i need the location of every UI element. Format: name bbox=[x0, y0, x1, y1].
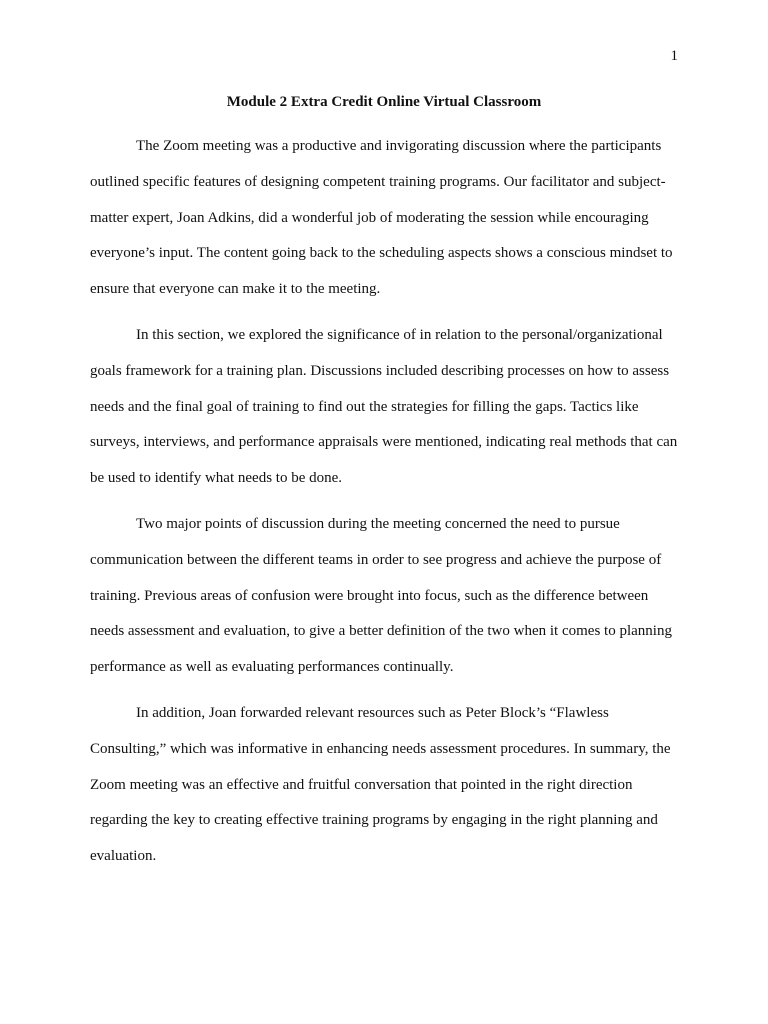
paragraph-1: The Zoom meeting was a productive and invigorating discussion where the participants outlined specific features of designing competent training programs. Our facilitator and subject-matter expert, Joan Adkins, did a wonderful job of moderating the session while encouraging everyone’s input. The content going back to the scheduling aspects shows a conscious mindset to ensure that everyone can make it to the meeting. bbox=[90, 138, 673, 298]
paragraph-4: In addition, Joan forwarded relevant resources such as Peter Block’s “Flawless Consulting,” which was informative in enhancing needs assessment procedures. In summary, the Zoom meeting was an effective and fruitful conversation that pointed in the right direction regarding the key to creating effective training programs by engaging in the right planning and evaluation. bbox=[90, 704, 671, 865]
document-body bbox=[90, 129, 680, 885]
paragraph-3: Two major points of discussion during the meeting concerned the need to pursue communication between the different teams in order to see progress and achieve the purpose of training. Previous areas of confusion were brought into focus, such as the difference between needs assessment and evaluation, to give a better definition of the two when it comes to planning performance as well as evaluating performances continually. bbox=[90, 515, 672, 676]
page-number: 1 bbox=[670, 48, 678, 64]
paragraph-2: In this section, we explored the significance of in relation to the personal/organizational goals framework for a training plan. Discussions included describing processes on how to assess needs and the final goal of training to find out the strategies for filling the gaps. Tactics like surveys, interviews, and performance appraisals were mentioned, indicating real methods that can be used to identify what needs to be done. bbox=[90, 326, 678, 487]
document-title: Module 2 Extra Credit Online Virtual Classroom bbox=[226, 94, 542, 110]
